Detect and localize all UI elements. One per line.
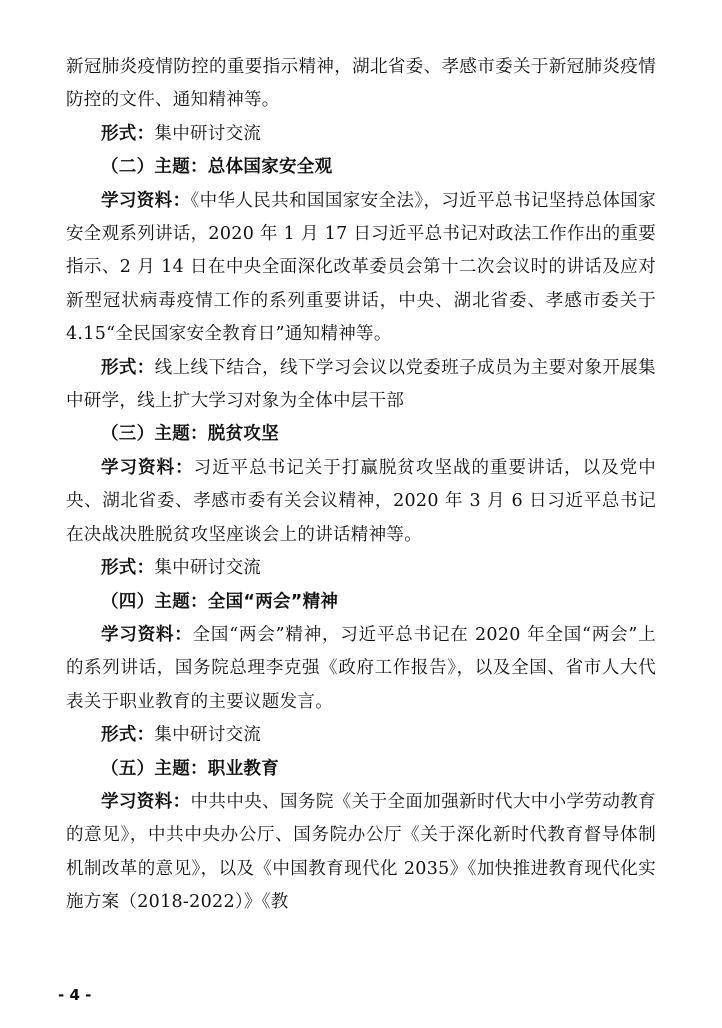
paragraph-form <box>66 118 656 151</box>
section-heading-text: （三）主题：脱贫攻坚 <box>101 424 279 445</box>
materials-text: 习近平总书记关于打赢脱贫攻坚战的重要讲话，以及党中央、湖北省委、孝感市委有关会议精神，2020 年 3 月 6 日习近平总书记在决战决胜脱贫攻坚座谈会上的讲话精神等。 <box>66 457 657 545</box>
section-heading <box>66 586 656 619</box>
document-body <box>66 51 656 920</box>
materials-label: 学习资料： <box>101 624 193 645</box>
materials-label: 学习资料： <box>101 190 191 211</box>
form-label: 形式： <box>101 123 155 144</box>
section-heading-text: （四）主题：全国“两会”精神 <box>101 591 339 612</box>
materials-text: 《中华人民共和国国家安全法》，习近平总书记坚持总体国家安全观系列讲话，2020 年 1 月 17 日习近平总书记对政法工作作出的重要指示、2 月 14 日在中央全面深化改革委员会第十二次会议时的讲话及应对新型冠状病毒疫情工作的系列重要讲话，中央、湖北省委、孝感市委关于 4.15“全民国家安全教育日”通知精神等。 <box>66 190 656 345</box>
section-heading <box>66 418 656 451</box>
paragraph-form <box>66 552 656 585</box>
section-heading <box>66 753 656 786</box>
materials-label: 学习资料： <box>101 457 194 478</box>
materials-label: 学习资料： <box>101 791 191 812</box>
materials-text: 中共中央、国务院《关于全面加强新时代大中小学劳动教育的意见》，中共中央办公厅、国务院办公厅《关于深化新时代教育督导体制机制改革的意见》，以及《中国教育现代化 2035》《加快推进教育现代化实施方案（2018-2022）》《教 <box>66 791 656 913</box>
paragraph-text: 新冠肺炎疫情防控的重要指示精神，湖北省委、孝感市委关于新冠肺炎疫情防控的文件、通知精神等。 <box>66 57 656 111</box>
paragraph-materials <box>66 452 656 552</box>
form-label: 形式： <box>101 725 155 746</box>
form-text: 集中研讨交流 <box>154 558 262 579</box>
form-text: 集中研讨交流 <box>154 123 262 144</box>
form-label: 形式： <box>101 357 155 378</box>
section-heading-text: （二）主题：总体国家安全观 <box>101 157 333 178</box>
section-heading-text: （五）主题：职业教育 <box>101 758 279 779</box>
paragraph-continuation <box>66 51 656 118</box>
materials-text: 全国“两会”精神，习近平总书记在 2020 年全国“两会”上的系列讲话，国务院总理李克强《政府工作报告》，以及全国、省市人大代表关于职业教育的主要议题发言。 <box>66 624 656 712</box>
paragraph-materials <box>66 786 656 920</box>
form-text: 集中研讨交流 <box>154 725 262 746</box>
form-text: 线上线下结合，线下学习会议以党委班子成员为主要对象开展集中研学，线上扩大学习对象为全体中层干部 <box>66 357 656 412</box>
paragraph-materials <box>66 185 656 352</box>
page-number: - 4 - <box>58 986 92 1004</box>
paragraph-materials <box>66 619 656 719</box>
form-label: 形式： <box>101 558 155 579</box>
section-heading <box>66 151 656 184</box>
paragraph-form <box>66 719 656 752</box>
paragraph-form <box>66 352 656 419</box>
